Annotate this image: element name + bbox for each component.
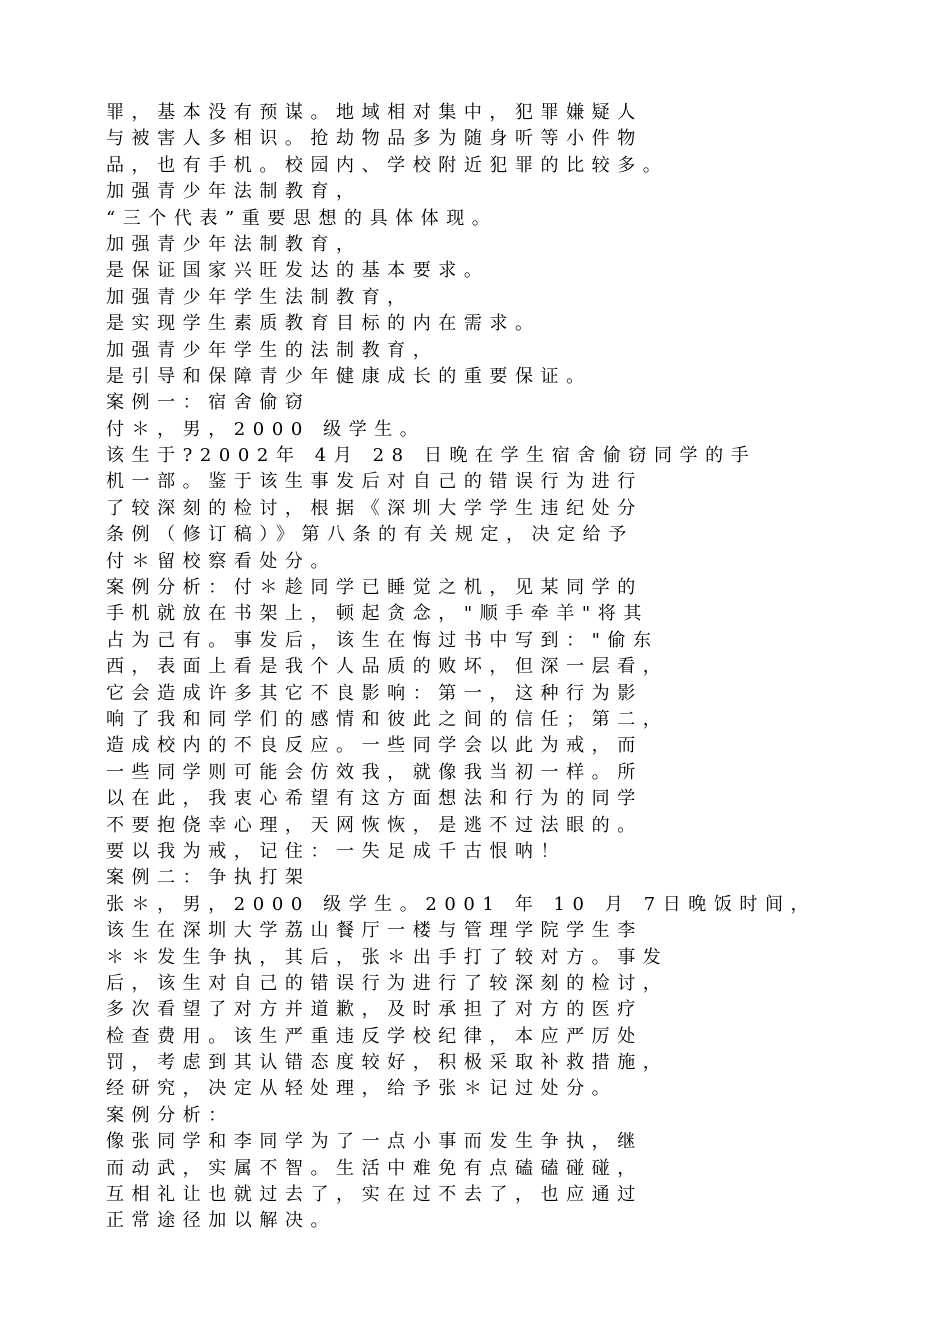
text-line: 一些同学则可能会仿效我，就像我当初一样。所	[106, 761, 643, 783]
text-line: 加强青少年法制教育，	[106, 181, 362, 203]
text-line: 加强青少年法制教育，	[106, 233, 362, 255]
text-line: 案例一：宿舍偷窃	[106, 392, 311, 414]
text-line: 加强青少年学生的法制教育，	[106, 339, 439, 361]
text-line: 机一部。鉴于该生事发后对自己的错误行为进行	[106, 471, 643, 493]
text-line: 像张同学和李同学为了一点小事而发生争执，继	[106, 1131, 643, 1153]
text-line: 案例分析：付＊趁同学已睡觉之机，见某同学的	[106, 577, 643, 599]
text-line: 是实现学生素质教育目标的内在需求。	[106, 313, 541, 335]
text-line: 经研究，决定从轻处理，给予张＊记过处分。	[106, 1078, 618, 1100]
text-line: 响了我和同学们的感情和彼此之间的信任；第二，	[106, 708, 669, 730]
text-line: 要以我为戒，记住：一失足成千古恨呐！	[106, 840, 567, 862]
text-line: 它会造成许多其它不良影响：第一，这种行为影	[106, 682, 643, 704]
text-line: 罪，基本没有预谋。地域相对集中，犯罪嫌疑人	[106, 102, 643, 123]
text-line: 加强青少年学生法制教育，	[106, 286, 413, 308]
text-line: 造成校内的不良反应。一些同学会以此为戒，而	[106, 735, 643, 757]
text-line: 不要抱侥幸心理，天网恢恢，是逃不过法眼的。	[106, 814, 643, 836]
text-line: 条例（修订稿）》第八条的有关规定，决定给予	[106, 524, 634, 546]
text-line: 检查费用。该生严重违反学校纪律，本应严厉处	[106, 1025, 643, 1047]
text-line: 后，该生对自己的错误行为进行了较深刻的检讨，	[106, 972, 669, 994]
text-line: 与被害人多相识。抢劫物品多为随身听等小件物	[106, 128, 643, 150]
text-line: 案例二：争执打架	[106, 867, 311, 889]
text-line: 是保证国家兴旺发达的基本要求。	[106, 260, 490, 282]
text-line: “三个代表”重要思想的具体体现。	[106, 207, 498, 229]
text-line: 是引导和保障青少年健康成长的重要保证。	[106, 365, 592, 387]
text-line: 该生于?2002年 4月 28 日晚在学生宿舍偷窃同学的手	[106, 445, 757, 467]
text-line: 手机就放在书架上，顿起贪念，"顺手牵羊"将其	[106, 603, 649, 625]
text-line: 付＊留校察看处分。	[106, 550, 337, 572]
text-line: 西，表面上看是我个人品质的败坏，但深一层看，	[106, 656, 669, 678]
text-line: 该生在深圳大学荔山餐厅一楼与管理学院学生李	[106, 920, 643, 942]
text-line: 占为己有。事发后，该生在悔过书中写到："偷东	[106, 629, 659, 651]
text-line: 案例分析：	[106, 1104, 234, 1126]
text-line: 品，也有手机。校园内、学校附近犯罪的比较多。	[106, 154, 669, 176]
text-line: 了较深刻的检讨，根据《深圳大学学生违纪处分	[106, 497, 643, 519]
text-line: 正常途径加以解决。	[106, 1210, 337, 1232]
body-text	[106, 100, 866, 1235]
text-line: 多次看望了对方并道歉，及时承担了对方的医疗	[106, 999, 643, 1021]
text-line: 张＊，男，2000 级学生。2001 年 10 月 7日晚饭时间，	[106, 893, 817, 915]
text-line: 以在此，我衷心希望有这方面想法和行为的同学	[106, 788, 643, 810]
text-line: ＊＊发生争执，其后，张＊出手打了较对方。事发	[106, 946, 669, 968]
text-line: 互相礼让也就过去了，实在过不去了，也应通过	[106, 1184, 643, 1206]
text-line: 付＊，男，2000 级学生。	[106, 418, 426, 440]
text-line: 而动武，实属不智。生活中难免有点磕磕碰碰，	[106, 1157, 643, 1179]
text-line: 罚，考虑到其认错态度较好，积极采取补救措施，	[106, 1052, 669, 1074]
